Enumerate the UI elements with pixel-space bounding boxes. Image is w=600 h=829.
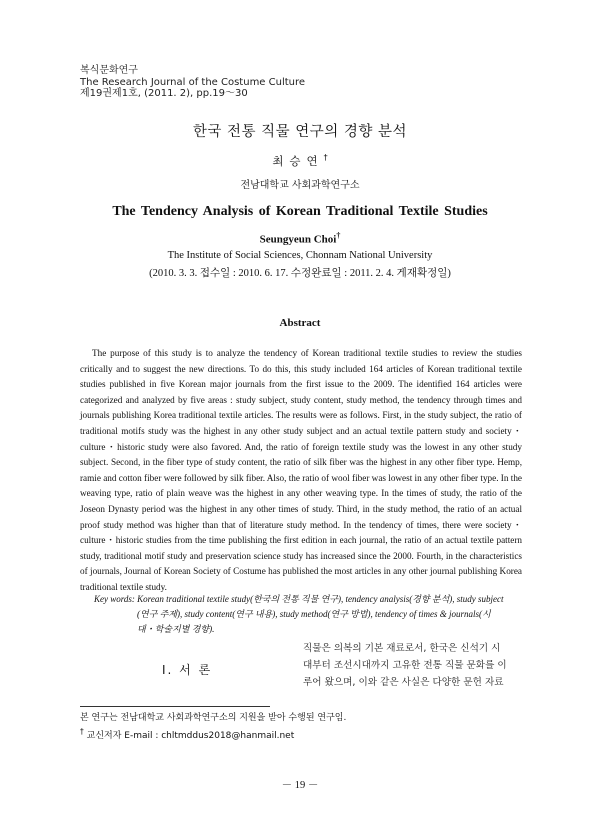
journal-name-en: The Research Journal of the Costume Culture: [80, 76, 306, 88]
title-korean: 한국 전통 직물 연구의 경향 분석: [192, 124, 408, 140]
footnote-mark: †: [80, 727, 84, 736]
footnote-funding: 본 연구는 전남대학교 사회과학연구소의 지원을 받아 수행된 연구임.: [80, 713, 347, 723]
author-korean-name: 최승연: [272, 154, 324, 168]
intro-line: 루어 왔으며, 이와 같은 사실은 다양한 문헌 자료: [303, 677, 504, 688]
corresponding-author-mark: †: [323, 153, 328, 163]
keywords-line-3: 대・학술지별 경향).: [137, 624, 215, 634]
page-number: － 19 －: [281, 780, 319, 791]
corresponding-author-mark-en: †: [336, 231, 341, 240]
keywords-line-2: (연구 주제), study content(연구 내용), study method(연구 방법), tendency of times & journals(시: [137, 609, 491, 619]
introduction-text: [303, 640, 526, 691]
abstract-body: The purpose of this study is to analyze the tendency of Korean traditional textile studies to review the studies critically and to suggest the new directions. To do this, this study included 164 articles of Korean traditional textile studies published in five Korean major journals from the first issue to the 2009. The identified 164 articles were categorized and analyzed by five areas : study subject, study content, study method, the tendency through times and journals publishing Korea traditional textile articles. The results were as follows. First, in the study subject, the ratio of traditional motifs study was the highest in any other study subject and an actual textile pattern study and society・culture・historic study were also favored. And, the ratio of foreign textile study was the lowest in any other study subject. Second, in the fiber type of study content, the ratio of silk fiber was the highest in any other fiber type. Hemp, ramie and cotton fiber were followed by silk fiber. Also, the ratio of wool fiber was lowest in any other fiber type. In the weaving type, ratio of plain weave was the highest in any other weaving type. In the times of study, the ratio of the Joseon Dynasty period was the highest in any other times of study. Third, in the study method, the ratio of an actual proof study method was higher than that of literature study method. In the tendency of times, there were society・culture・historic studies from the time publishing the first edition in each journal, the ratio of an actual textile pattern study, traditional motif study and preservation science study has increased since the 2000. Fourth, in the characteristics of journals, Journal of Korean Society of Costume has published the most articles in any other journal publishing Korea traditional textile study.: [80, 348, 522, 592]
section-heading-introduction: Ⅰ. 서 론: [162, 663, 213, 677]
journal-name-ko: 복식문화연구: [80, 65, 138, 76]
submission-dates: (2010. 3. 3. 접수일 : 2010. 6. 17. 수정완료일 : 2011. 2. 4. 게재확정일): [149, 268, 451, 279]
footnote-email: 교신저자 E-mail : chltmddus2018@hanmail.net: [86, 731, 295, 741]
journal-header: [80, 65, 305, 100]
journal-issue: 제19권제1호, (2011. 2), pp.19～30: [80, 88, 248, 99]
keywords-line-1: Key words: Korean traditional textile study(한국의 전통 직물 연구), tendency analysis(경향 분석), study subject: [94, 594, 504, 604]
footnote-corresponding-author: [80, 725, 346, 743]
keywords-continuation: [137, 607, 527, 637]
footnotes: [80, 712, 346, 743]
author-english-name: Seungyeun Choi: [259, 233, 337, 246]
author-korean: [0, 153, 600, 169]
intro-line: 대부터 조선시대까지 고유한 전통 직물 문화를 이: [303, 660, 507, 671]
affiliation-korean: 전남대학교 사회과학연구소: [240, 180, 360, 191]
intro-line: 직물은 의복의 기본 재료로서, 한국은 신석기 시: [303, 643, 501, 654]
abstract-heading: Abstract: [279, 317, 321, 329]
author-english: [0, 231, 600, 246]
footnote-divider: [80, 706, 270, 707]
title-english: The Tendency Analysis of Korean Traditional Textile Studies: [112, 204, 488, 219]
affiliation-english: The Institute of Social Sciences, Chonnam National University: [167, 250, 433, 261]
